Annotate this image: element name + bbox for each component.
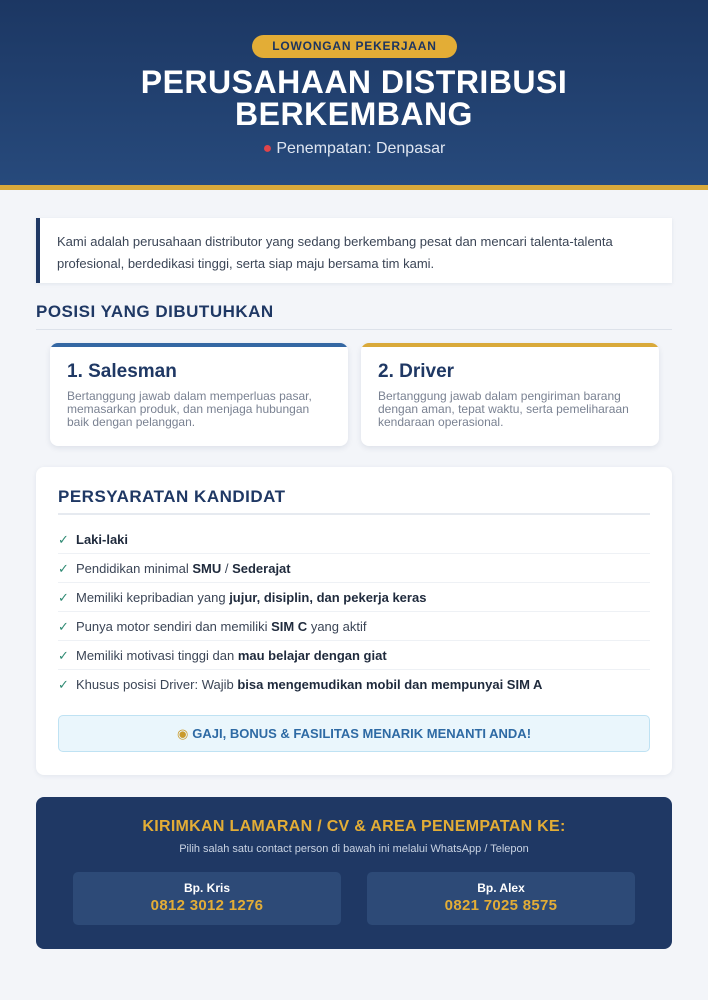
requirement-text: /: [221, 560, 233, 576]
list-item: [58, 583, 650, 612]
requirement-text: Punya motor sendiri dan memiliki: [76, 618, 272, 634]
requirement-bold: SIM C: [271, 618, 308, 634]
position-card-salesman: [50, 343, 348, 446]
list-item: [58, 670, 650, 699]
intro-text: Kami adalah perusahaan distributor yang sedang berkembang pesat dan mencari talenta-talenta profesional, berdedikasi tinggi, serta siap maju bersama tim kami.: [36, 218, 672, 283]
perks-banner: [58, 715, 650, 752]
requirement-text: yang aktif: [307, 618, 367, 634]
requirement-text: Pendidikan minimal: [76, 560, 193, 576]
placement-location: [0, 140, 708, 158]
position-description: Bertanggung jawab dalam pengiriman barang dengan aman, tepat waktu, serta pemeliharaan kendaraan operasional.: [378, 389, 629, 429]
perks-text: GAJI, BONUS & FASILITAS MENARIK MENANTI ANDA!: [192, 726, 532, 741]
contact-phone[interactable]: 0812 3012 1276: [150, 897, 264, 914]
map-pin-icon: ●: [262, 140, 273, 157]
contact-person-kris[interactable]: [73, 872, 341, 925]
contact-phone[interactable]: 0821 7025 8575: [444, 897, 558, 914]
requirements-heading: PERSYARATAN KANDIDAT: [58, 487, 286, 506]
contact-name: Bp. Kris: [183, 881, 230, 895]
requirement-bold: SMU: [192, 560, 222, 576]
requirement-bold: mau belajar dengan giat: [237, 647, 387, 663]
contact-heading: KIRIMKAN LAMARAN / CV & AREA PENEMPATAN KE:: [142, 818, 566, 835]
requirements-divider: [58, 513, 650, 515]
money-bag-icon: ◉: [176, 726, 189, 741]
position-card-driver: [361, 343, 659, 446]
list-item: [58, 525, 650, 554]
check-icon: ✓: [58, 677, 69, 692]
requirement-bold: bisa mengemudikan mobil dan mempunyai SIM A: [237, 677, 543, 692]
list-item: [58, 554, 650, 583]
title-line-1: PERUSAHAAN DISTRIBUSI: [140, 64, 568, 100]
positions-divider: [36, 329, 672, 330]
check-icon: ✓: [58, 531, 69, 547]
header-divider: [0, 185, 708, 190]
requirements-list: [58, 525, 650, 699]
contact-panel: [36, 797, 672, 949]
list-item: [58, 641, 650, 670]
check-icon: ✓: [58, 589, 69, 605]
page-title: [0, 66, 708, 130]
position-title: 2. Driver: [378, 361, 455, 382]
position-title: 1. Salesman: [67, 361, 177, 382]
requirement-bold: jujur, disiplin, dan pekerja keras: [229, 589, 427, 605]
card-accent-bar: [50, 343, 348, 347]
list-item: [58, 612, 650, 641]
title-line-2: BERKEMBANG: [235, 96, 473, 132]
positions-heading: POSISI YANG DIBUTUHKAN: [36, 302, 274, 321]
contact-subtitle: Pilih salah satu contact person di bawah ini melalui WhatsApp / Telepon: [179, 843, 529, 855]
check-icon: ✓: [58, 618, 69, 634]
placement-text: Penempatan: Denpasar: [276, 140, 446, 157]
contact-name: Bp. Alex: [477, 881, 525, 895]
requirement-text: Memiliki motivasi tinggi dan: [76, 647, 238, 663]
position-description: Bertanggung jawab dalam memperluas pasar, memasarkan produk, dan menjaga hubungan baik dengan pelanggan.: [67, 389, 312, 429]
check-icon: ✓: [58, 647, 69, 663]
requirement-bold: Laki-laki: [76, 531, 129, 547]
job-vacancy-badge: LOWONGAN PEKERJAAN: [252, 35, 457, 58]
check-icon: ✓: [58, 560, 69, 576]
requirement-text: Memiliki kepribadian yang: [76, 589, 230, 605]
card-accent-bar: [361, 343, 659, 347]
requirement-text: Khusus posisi Driver: Wajib: [76, 677, 238, 692]
header-banner: [0, 0, 708, 187]
contact-person-alex[interactable]: [367, 872, 635, 925]
requirements-panel: [36, 467, 672, 775]
requirement-bold: Sederajat: [232, 560, 291, 576]
